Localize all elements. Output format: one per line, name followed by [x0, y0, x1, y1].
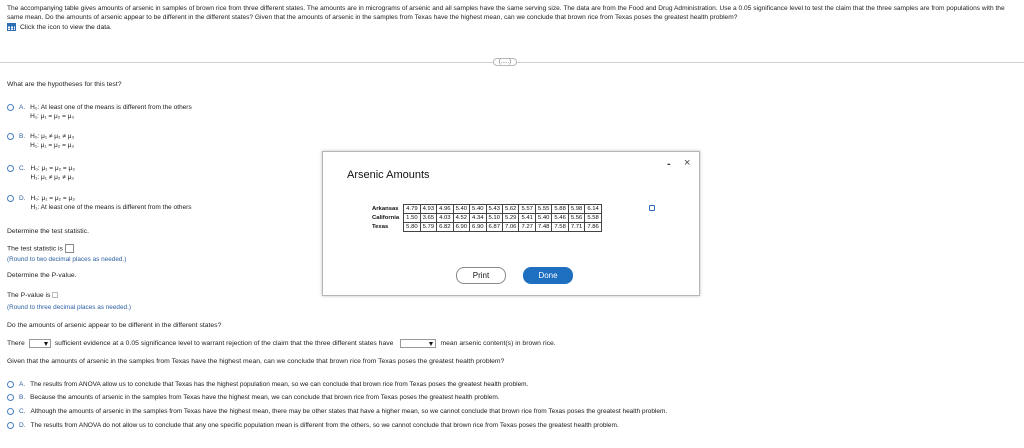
option-text — [30, 103, 192, 121]
difference-answer-line — [7, 339, 556, 348]
mean-dropdown[interactable] — [400, 339, 436, 348]
table-cell: 4.93 — [420, 205, 436, 214]
option-text: Because the amounts of arsenic in the samples from Texas have the highest mean, we can conclude that brown rice from Texas poses the greatest health problem. — [30, 394, 500, 401]
radio-button[interactable] — [7, 394, 14, 401]
h1-text: H₁: μ₁ = μ₂ = μ₃ — [30, 142, 75, 149]
table-cell: 4.79 — [404, 205, 420, 214]
table-cell: 7.06 — [502, 223, 518, 232]
row-state-label: Arkansas — [372, 206, 399, 212]
table-cell: 5.55 — [535, 205, 551, 214]
option-text: The results from ANOVA allow us to conclude that Texas has the highest population mean, so we can conclude that brown rice from Texas poses the greatest health problem. — [30, 381, 529, 388]
radio-button[interactable] — [7, 408, 14, 415]
table-cell: 5.29 — [502, 214, 518, 223]
table-cell: 4.52 — [453, 214, 469, 223]
hypothesis-option-b[interactable] — [7, 132, 74, 150]
minimize-icon[interactable]: - — [667, 158, 671, 170]
table-cell: 5.98 — [568, 205, 584, 214]
table-cell: 6.87 — [486, 223, 502, 232]
option-letter: C. — [19, 165, 26, 172]
table-cell: 5.40 — [470, 205, 486, 214]
there-label: There — [7, 340, 25, 347]
option-letter: B. — [19, 133, 26, 140]
table-cell: 5.62 — [502, 205, 518, 214]
radio-button[interactable] — [7, 165, 14, 172]
radio-button[interactable] — [7, 133, 14, 140]
table-cell: 6.14 — [585, 205, 601, 214]
table-cell: 7.27 — [519, 223, 535, 232]
data-link-label: Click the icon to view the data. — [20, 23, 112, 31]
p-value-hint: (Round to three decimal places as needed.) — [7, 304, 131, 311]
table-cell: 7.48 — [535, 223, 551, 232]
there-dropdown[interactable] — [29, 339, 51, 348]
popup-title: Arsenic Amounts — [347, 169, 430, 181]
table-cell: 4.34 — [470, 214, 486, 223]
radio-button[interactable] — [7, 104, 14, 111]
done-button[interactable]: Done — [523, 267, 573, 284]
h1-text: H₁: μ₁ = μ₂ = μ₃ — [30, 113, 75, 120]
chevron-down-icon — [429, 342, 433, 346]
radio-button[interactable] — [7, 422, 14, 429]
h0-text: H₀: At least one of the means is different from the others — [30, 104, 192, 111]
table-cell: 6.90 — [470, 223, 486, 232]
test-stat-prompt: Determine the test statistic. — [7, 228, 89, 235]
h1-text: H₁: At least one of the means is different from the others — [30, 204, 192, 211]
table-cell: 7.86 — [585, 223, 601, 232]
option-letter: C. — [19, 408, 26, 415]
table-cell: 7.71 — [568, 223, 584, 232]
test-stat-label: The test statistic is — [7, 245, 63, 253]
h0-text: H₀: μ₁ ≠ μ₂ ≠ μ₃ — [30, 133, 75, 140]
table-cell: 5.40 — [453, 205, 469, 214]
table-row — [370, 223, 601, 232]
radio-button[interactable] — [7, 195, 14, 202]
middle-text: sufficient evidence at a 0.05 significance level to warrant rejection of the claim that the three different states have — [54, 340, 394, 347]
table-icon[interactable] — [7, 23, 16, 31]
arsenic-table — [370, 204, 602, 232]
arsenic-data-popup — [322, 151, 700, 296]
problem-statement: The accompanying table gives amounts of arsenic in samples of brown rice from three different states. The amounts are in micrograms of arsenic and all samples have the same serving size. The data are from the Food and Drug Administration. Use a 0.05 significance level to test the claim that the three samples are from populations with the same mean. Do the amounts of arsenic appear to be different in the different states? Given that the amounts of arsenic in the samples from Texas have the highest mean, can we conclude that brown rice from Texas poses the greatest health problem? — [7, 5, 1005, 21]
table-cell: 5.80 — [404, 223, 420, 232]
option-text — [30, 132, 74, 150]
conclusion-option-c[interactable] — [7, 407, 667, 416]
conclusion-option-d[interactable] — [7, 421, 619, 430]
p-value-prompt: Determine the P-value. — [7, 272, 77, 279]
row-state-label: Texas — [372, 224, 389, 230]
table-cell: 7.58 — [552, 223, 568, 232]
table-row — [370, 205, 601, 214]
table-cell: 6.90 — [453, 223, 469, 232]
option-letter: A. — [19, 381, 26, 388]
table-cell: 4.96 — [437, 205, 453, 214]
table-cell: 5.88 — [552, 205, 568, 214]
table-cell: 5.43 — [486, 205, 502, 214]
h0-text: H₀: μ₁ = μ₂ = μ₃ — [30, 165, 75, 172]
hypothesis-option-d[interactable] — [7, 194, 192, 212]
conclusion-question: Given that the amounts of arsenic in the samples from Texas have the highest mean, can we conclude that brown rice from Texas poses the greatest health problem? — [7, 358, 505, 365]
test-stat-line — [7, 244, 74, 253]
p-value-label: The P-value is — [7, 292, 51, 299]
test-stat-hint: (Round to two decimal places as needed.) — [7, 256, 127, 263]
chevron-down-icon — [44, 342, 48, 346]
print-button[interactable]: Print — [456, 267, 506, 284]
table-row — [370, 214, 601, 223]
p-value-line — [7, 292, 58, 299]
table-cell: 4.03 — [437, 214, 453, 223]
option-text — [31, 194, 192, 212]
option-text — [31, 164, 75, 182]
hypothesis-option-c[interactable] — [7, 164, 75, 182]
p-value-input[interactable] — [52, 292, 58, 298]
table-cell: 5.41 — [519, 214, 535, 223]
option-letter: D. — [19, 195, 26, 202]
hypotheses-question: What are the hypotheses for this test? — [7, 81, 122, 88]
table-cell: 5.57 — [519, 205, 535, 214]
option-letter: D. — [19, 422, 26, 429]
h1-text: H₁: μ₁ ≠ μ₂ ≠ μ₃ — [30, 174, 74, 181]
data-link[interactable] — [7, 23, 112, 31]
h0-text: H₀: μ₁ = μ₂ = μ₃ — [30, 195, 75, 202]
option-text: Although the amounts of arsenic in the samples from Texas have the highest mean, there may be other states that have a higher mean, so we cannot conclude that brown rice from Texas poses the greatest health problem. — [30, 408, 668, 415]
copy-icon[interactable] — [649, 205, 655, 211]
table-cell: 3.65 — [420, 214, 436, 223]
row-state-label: California — [372, 215, 400, 221]
table-cell: 6.82 — [437, 223, 453, 232]
table-cell: 5.58 — [585, 214, 601, 223]
expand-button[interactable]: (.....) — [493, 58, 517, 66]
option-letter: A. — [19, 104, 26, 111]
option-letter: B. — [19, 394, 26, 401]
hypothesis-option-a[interactable] — [7, 103, 192, 121]
option-text: The results from ANOVA do not allow us to conclude that any one specific population mean is different from the others, so we cannot conclude that brown rice from Texas poses the greatest health problem. — [30, 422, 619, 429]
table-cell: 5.40 — [535, 214, 551, 223]
conclusion-option-b[interactable] — [7, 393, 500, 402]
table-cell: 1.50 — [404, 214, 420, 223]
table-cell: 5.79 — [420, 223, 436, 232]
test-stat-input[interactable] — [65, 244, 74, 253]
table-cell: 5.46 — [552, 214, 568, 223]
table-cell: 5.10 — [486, 214, 502, 223]
close-icon[interactable]: × — [684, 157, 691, 169]
difference-question: Do the amounts of arsenic appear to be different in the different states? — [7, 322, 222, 329]
conclusion-option-a[interactable] — [7, 380, 528, 389]
radio-button[interactable] — [7, 381, 14, 388]
end-text: mean arsenic content(s) in brown rice. — [440, 340, 556, 347]
table-cell: 5.56 — [568, 214, 584, 223]
